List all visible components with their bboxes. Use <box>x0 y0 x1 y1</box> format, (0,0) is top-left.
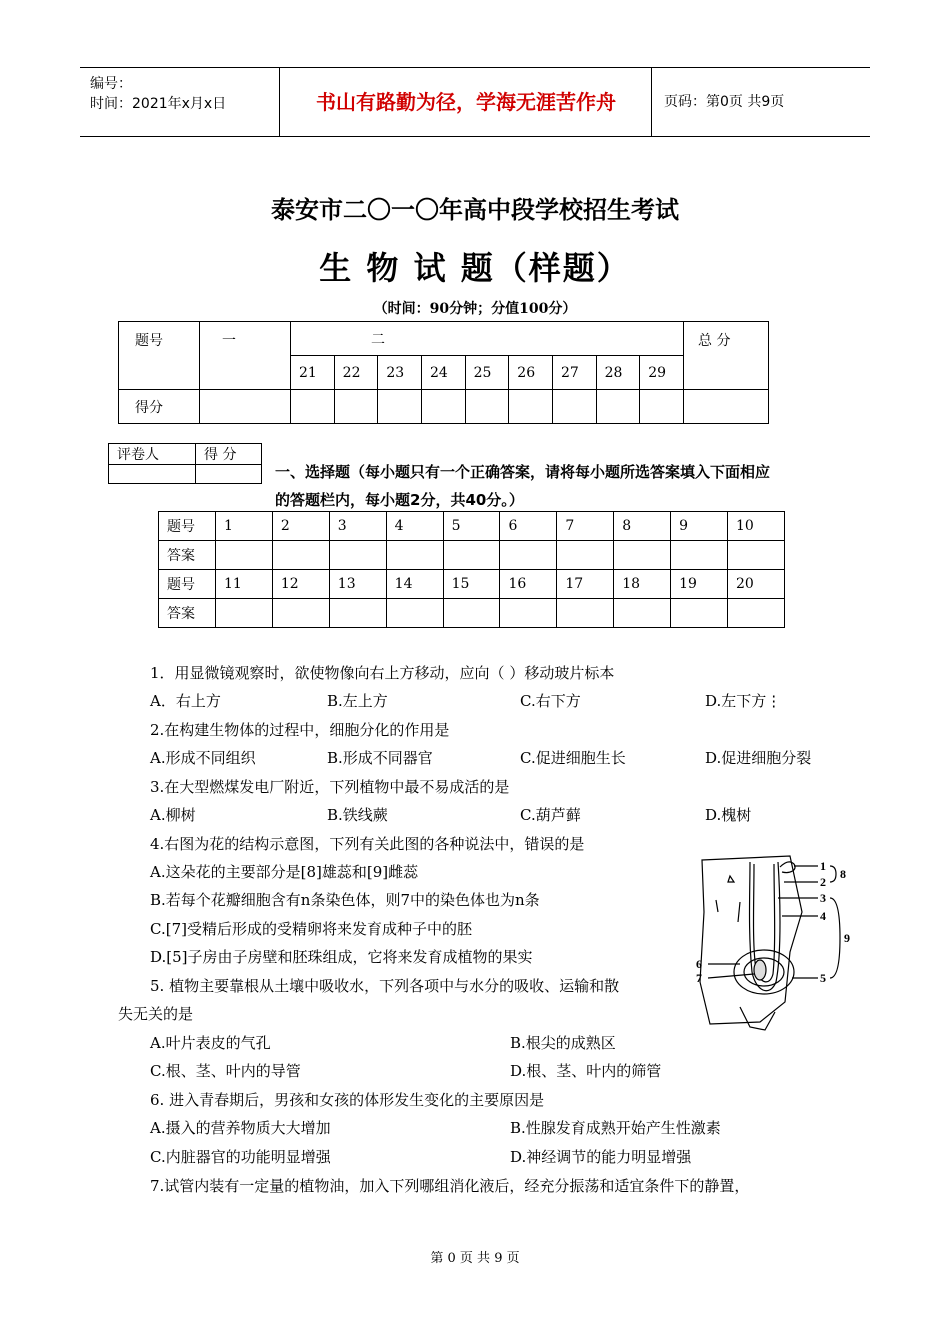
answer-number: 20 <box>728 570 785 599</box>
pointer-line <box>708 974 754 978</box>
answer-cell[interactable] <box>728 541 785 570</box>
figure-label: 3 <box>820 891 826 905</box>
answer-cell[interactable] <box>386 599 443 628</box>
option: C.葫芦藓 <box>520 806 581 824</box>
answer-number: 18 <box>614 570 671 599</box>
answer-cell[interactable] <box>614 599 671 628</box>
answer-number: 19 <box>671 570 728 599</box>
answer-cell[interactable] <box>443 599 500 628</box>
score-sub-cell: 25 <box>465 356 509 390</box>
option: D.槐树 <box>705 806 752 824</box>
score-sub-cell: 28 <box>596 356 640 390</box>
option: D.促进细胞分裂 <box>705 749 812 767</box>
question-5: 5. 植物主要靠根从土壤中吸收水，下列各项中与水分的吸收、运输和散 <box>150 977 620 995</box>
score-row-defen: 得分 <box>119 390 200 424</box>
figure-label: 9 <box>844 931 850 945</box>
header-motto: 书山有路勤为径，学海无涯苦作舟 <box>281 68 652 136</box>
section1-heading <box>275 458 845 514</box>
option: C.[7]受精后形成的受精卵将来发育成种子中的胚 <box>150 920 472 938</box>
answer-number: 13 <box>329 570 386 599</box>
score-blank[interactable] <box>378 390 422 424</box>
answer-number: 9 <box>671 512 728 541</box>
option: D.神经调节的能力明显增强 <box>510 1148 692 1166</box>
score-sub-cell: 22 <box>334 356 378 390</box>
option: D.[5]子房由子房壁和胚珠组成，它将来发育成植物的果实 <box>150 948 533 966</box>
section1-heading-line2: 的答题栏内，每小题2分，共40分。） <box>275 491 524 509</box>
score-header-er: 二 <box>291 322 684 356</box>
answer-number: 17 <box>557 570 614 599</box>
grader-blank[interactable] <box>196 465 262 484</box>
figure-label: 8 <box>840 867 846 881</box>
answer-header-daan: 答案 <box>159 541 216 570</box>
option: B.左上方 <box>327 692 388 710</box>
answer-number: 11 <box>216 570 273 599</box>
answer-cell[interactable] <box>500 541 557 570</box>
score-sub-cell: 24 <box>421 356 465 390</box>
figure-label: 4 <box>820 909 826 923</box>
figure-label: 2 <box>820 875 826 889</box>
filament <box>716 900 740 922</box>
option: A．右上方 <box>150 692 221 710</box>
option: B.若每个花瓣细胞含有n条染色体，则7中的染色体也为n条 <box>150 891 540 909</box>
option: A.叶片表皮的气孔 <box>150 1034 271 1052</box>
score-header-zongfen: 总 分 <box>684 322 769 390</box>
score-sub-cell: 21 <box>291 356 335 390</box>
header-meta <box>80 68 280 136</box>
score-blank[interactable] <box>640 390 684 424</box>
answer-cell[interactable] <box>216 541 273 570</box>
answer-cell[interactable] <box>386 541 443 570</box>
answer-cell[interactable] <box>216 599 273 628</box>
answer-header-daan: 答案 <box>159 599 216 628</box>
score-blank[interactable] <box>334 390 378 424</box>
answer-cell[interactable] <box>671 599 728 628</box>
option: A.摄入的营养物质大大增加 <box>150 1119 331 1137</box>
answer-number: 7 <box>557 512 614 541</box>
grader-blank[interactable] <box>109 465 196 484</box>
answer-cell[interactable] <box>329 541 386 570</box>
answer-cell[interactable] <box>272 599 329 628</box>
answer-cell[interactable] <box>329 599 386 628</box>
answer-number: 3 <box>329 512 386 541</box>
time-label: 时间：2021年x月x日 <box>90 96 227 112</box>
answer-cell[interactable] <box>671 541 728 570</box>
question-6: 6. 进入青春期后，男孩和女孩的体形发生变化的主要原因是 <box>150 1091 545 1109</box>
score-sub-cell: 27 <box>552 356 596 390</box>
option: A.柳树 <box>150 806 196 824</box>
option: C.促进细胞生长 <box>520 749 626 767</box>
answer-number: 15 <box>443 570 500 599</box>
score-blank[interactable] <box>291 390 335 424</box>
question-2: 2.在构建生物体的过程中，细胞分化的作用是 <box>150 721 450 739</box>
option: A.形成不同组织 <box>150 749 256 767</box>
score-blank[interactable] <box>200 390 291 424</box>
score-blank[interactable] <box>421 390 465 424</box>
answer-number: 12 <box>272 570 329 599</box>
brace-8 <box>830 866 836 882</box>
option: B.根尖的成熟区 <box>510 1034 616 1052</box>
answer-number: 1 <box>216 512 273 541</box>
flower-diagram <box>690 852 860 1032</box>
answer-cell[interactable] <box>500 599 557 628</box>
option: B.形成不同器官 <box>327 749 433 767</box>
answer-number: 4 <box>386 512 443 541</box>
figure-label: 1 <box>820 859 826 873</box>
score-blank[interactable] <box>509 390 553 424</box>
brace-9 <box>830 898 840 978</box>
option: B.铁线蕨 <box>327 806 388 824</box>
exam-title: 泰安市二〇一〇年高中段学校招生考试 <box>271 196 679 224</box>
serial-label: 编号： <box>90 76 132 92</box>
answer-cell[interactable] <box>557 541 614 570</box>
figure-label: 7 <box>696 971 702 985</box>
option: C.内脏器官的功能明显增强 <box>150 1148 331 1166</box>
grader-table <box>108 443 262 484</box>
answer-number: 10 <box>728 512 785 541</box>
question-5-cont: 失无关的是 <box>118 1005 194 1023</box>
option: A.这朵花的主要部分是[8]雄蕊和[9]雌蕊 <box>150 863 419 881</box>
question-4: 4.右图为花的结构示意图，下列有关此图的各种说法中，错误的是 <box>150 835 585 853</box>
score-sub-cell: 23 <box>378 356 422 390</box>
score-header-yi: 一 <box>200 322 291 390</box>
page-header <box>80 67 870 137</box>
answer-cell[interactable] <box>614 541 671 570</box>
answer-cell[interactable] <box>557 599 614 628</box>
section1-heading-line1: 一、选择题（每小题只有一个正确答案，请将每小题所选答案填入下面相应 <box>275 463 771 481</box>
option: B.性腺发育成熟开始产生性激素 <box>510 1119 721 1137</box>
answer-cell[interactable] <box>728 599 785 628</box>
ovule <box>754 960 766 980</box>
option: C.根、茎、叶内的导管 <box>150 1062 301 1080</box>
score-blank[interactable] <box>596 390 640 424</box>
answer-header-tihao: 题号 <box>159 570 216 599</box>
receptacle <box>740 1007 775 1030</box>
score-header-tihao: 题号 <box>119 322 200 390</box>
answer-cell[interactable] <box>443 541 500 570</box>
answer-table <box>158 511 785 628</box>
score-sub-cell: 26 <box>509 356 553 390</box>
page-footer: 第 0 页 共 9 页 <box>430 1251 520 1266</box>
score-sub-cell: 29 <box>640 356 684 390</box>
score-blank[interactable] <box>552 390 596 424</box>
anther-left <box>728 876 734 882</box>
figure-label: 6 <box>696 957 702 971</box>
option: D.左下方⋮ <box>705 692 782 710</box>
answer-number: 8 <box>614 512 671 541</box>
paper-title: 生 物 试 题（样题） <box>319 249 631 287</box>
score-blank[interactable] <box>465 390 509 424</box>
flower-outline <box>700 856 802 1024</box>
figure-label: 5 <box>820 971 826 985</box>
header-page-info: 页码：第0页 共9页 <box>664 94 785 110</box>
option: C.右下方 <box>520 692 581 710</box>
answer-number: 14 <box>386 570 443 599</box>
answer-number: 6 <box>500 512 557 541</box>
exam-duration: （时间：90分钟；分值100分） <box>373 301 577 317</box>
grader-label: 评卷人 <box>109 444 196 465</box>
question-7: 7.试管内装有一定量的植物油，加入下列哪组消化液后，经充分振荡和适宜条件下的静置， <box>150 1177 750 1195</box>
score-blank[interactable] <box>684 390 769 424</box>
answer-number: 2 <box>272 512 329 541</box>
question-3: 3.在大型燃煤发电厂附近，下列植物中最不易成活的是 <box>150 778 510 796</box>
score-table <box>118 321 769 424</box>
answer-cell[interactable] <box>272 541 329 570</box>
grader-score-label: 得 分 <box>196 444 262 465</box>
option: D.根、茎、叶内的筛管 <box>510 1062 662 1080</box>
answer-header-tihao: 题号 <box>159 512 216 541</box>
answer-number: 5 <box>443 512 500 541</box>
answer-number: 16 <box>500 570 557 599</box>
question-1: 1．用显微镜观察时，欲使物像向右上方移动，应向（ ）移动玻片标本 <box>150 664 615 682</box>
